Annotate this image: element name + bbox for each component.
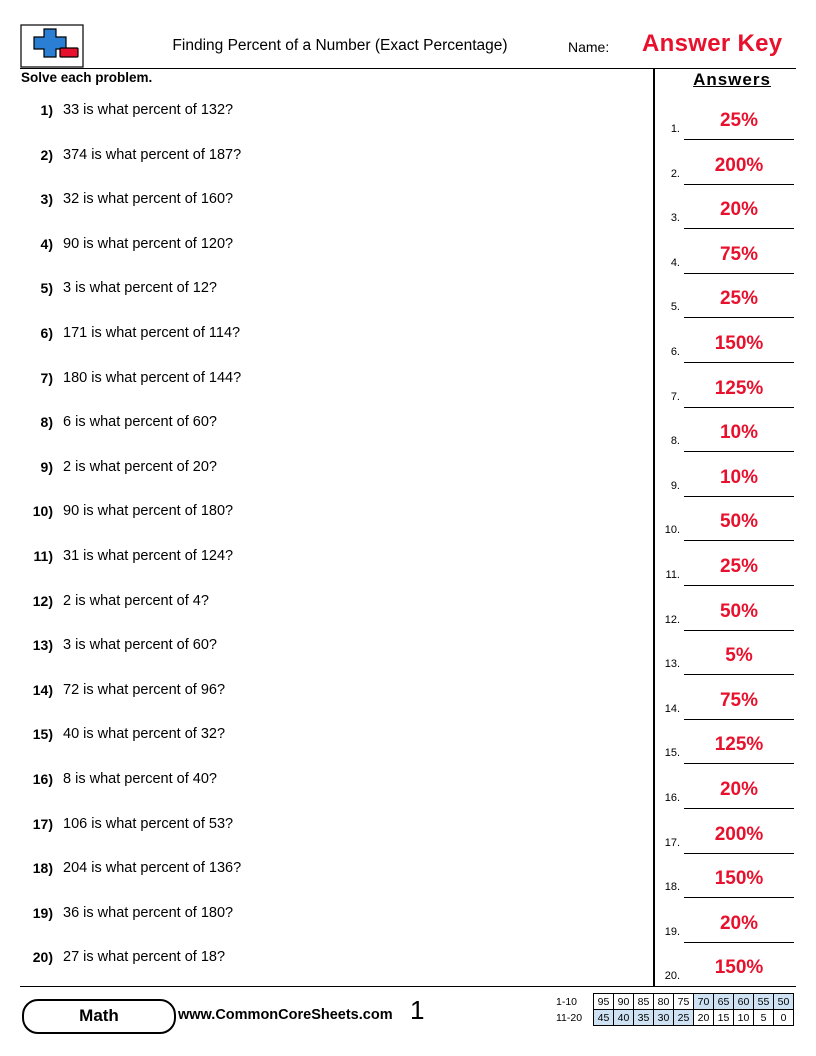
answers-heading: Answers bbox=[693, 70, 771, 89]
answers-list bbox=[658, 103, 808, 995]
answer-value: 25% bbox=[719, 288, 759, 310]
answer-value: 200% bbox=[714, 154, 764, 176]
score-cell: 55 bbox=[754, 994, 774, 1010]
answer-row bbox=[658, 415, 808, 460]
answer-value: 20% bbox=[719, 778, 759, 800]
answer-row bbox=[658, 326, 808, 371]
score-cell: 10 bbox=[734, 1010, 754, 1026]
website-link[interactable]: www.CommonCoreSheets.com bbox=[178, 1007, 393, 1023]
problem-list bbox=[21, 96, 641, 988]
table-row bbox=[556, 1010, 794, 1026]
list-item bbox=[21, 631, 641, 676]
table-row bbox=[556, 994, 794, 1010]
answer-number: 5. bbox=[670, 301, 680, 314]
answer-blank-line bbox=[684, 808, 794, 809]
problem-text: 3 is what percent of 60? bbox=[63, 637, 217, 654]
answer-row bbox=[658, 594, 808, 639]
list-item bbox=[21, 453, 641, 498]
answer-number: 15. bbox=[664, 747, 680, 760]
answer-row bbox=[658, 861, 808, 906]
list-item bbox=[21, 676, 641, 721]
answer-blank-line bbox=[684, 273, 794, 274]
answer-row bbox=[658, 683, 808, 728]
answer-number: 20. bbox=[664, 970, 680, 983]
answer-number: 17. bbox=[664, 836, 680, 849]
problem-number: 12) bbox=[32, 592, 53, 609]
problem-number: 9) bbox=[40, 458, 53, 475]
answer-value: 150% bbox=[714, 868, 764, 890]
list-item bbox=[21, 185, 641, 230]
answer-value: 150% bbox=[714, 332, 764, 354]
problem-text: 90 is what percent of 180? bbox=[63, 503, 234, 520]
answer-number: 18. bbox=[664, 881, 680, 894]
answer-blank-line bbox=[684, 139, 794, 140]
answer-value: 20% bbox=[719, 199, 759, 221]
problem-text: 72 is what percent of 96? bbox=[63, 681, 226, 698]
header-divider bbox=[20, 68, 796, 69]
answer-number: 2. bbox=[670, 167, 680, 180]
answer-value: 20% bbox=[719, 912, 759, 934]
problem-number: 17) bbox=[32, 815, 53, 832]
answer-row bbox=[658, 772, 808, 817]
answer-number: 8. bbox=[670, 435, 680, 448]
answer-value: 25% bbox=[719, 555, 759, 577]
problem-text: 32 is what percent of 160? bbox=[63, 191, 234, 208]
answer-row bbox=[658, 192, 808, 237]
problem-number: 18) bbox=[32, 860, 53, 877]
score-cell: 85 bbox=[634, 994, 654, 1010]
score-cell: 45 bbox=[594, 1010, 614, 1026]
answer-blank-line bbox=[684, 362, 794, 363]
list-item bbox=[21, 141, 641, 186]
list-item bbox=[21, 854, 641, 899]
list-item bbox=[21, 319, 641, 364]
answer-row bbox=[658, 549, 808, 594]
answer-blank-line bbox=[684, 763, 794, 764]
answer-row bbox=[658, 504, 808, 549]
problem-number: 10) bbox=[32, 503, 53, 520]
answer-number: 9. bbox=[670, 479, 680, 492]
answer-blank-line bbox=[684, 674, 794, 675]
score-cell: 25 bbox=[674, 1010, 694, 1026]
subject-label: Math bbox=[79, 1006, 119, 1025]
problem-number: 7) bbox=[40, 369, 53, 386]
score-row-label: 1-10 bbox=[556, 995, 578, 1008]
problem-text: 204 is what percent of 136? bbox=[63, 860, 242, 877]
problem-number: 16) bbox=[32, 770, 53, 787]
score-cell: 60 bbox=[734, 994, 754, 1010]
answer-value: 10% bbox=[719, 422, 759, 444]
answer-blank-line bbox=[684, 585, 794, 586]
answer-blank-line bbox=[684, 897, 794, 898]
answer-number: 16. bbox=[664, 791, 680, 804]
answer-value: 50% bbox=[719, 511, 759, 533]
problem-text: 3 is what percent of 12? bbox=[63, 280, 217, 297]
list-item bbox=[21, 408, 641, 453]
score-table bbox=[556, 993, 794, 1026]
subject-badge bbox=[22, 999, 176, 1034]
problem-number: 5) bbox=[40, 280, 53, 297]
answer-row bbox=[658, 950, 808, 995]
score-cell: 70 bbox=[694, 994, 714, 1010]
list-item bbox=[21, 230, 641, 275]
answer-row bbox=[658, 148, 808, 193]
problem-text: 90 is what percent of 120? bbox=[63, 235, 234, 252]
score-row-label: 11-20 bbox=[556, 1011, 583, 1024]
answer-number: 11. bbox=[665, 568, 680, 581]
answer-number: 7. bbox=[670, 390, 680, 403]
score-cell: 90 bbox=[614, 994, 634, 1010]
problem-text: 171 is what percent of 114? bbox=[63, 324, 241, 341]
problem-number: 15) bbox=[32, 726, 53, 743]
page-title: Finding Percent of a Number (Exact Percentage) bbox=[172, 37, 508, 54]
list-item bbox=[21, 765, 641, 810]
score-cell: 0 bbox=[774, 1010, 794, 1026]
score-cell: 35 bbox=[634, 1010, 654, 1026]
answer-row bbox=[658, 460, 808, 505]
problem-number: 1) bbox=[40, 102, 53, 118]
answer-row bbox=[658, 281, 808, 326]
list-item bbox=[21, 542, 641, 587]
answer-number: 6. bbox=[670, 345, 680, 358]
answer-key-stamp: Answer Key bbox=[642, 30, 783, 57]
answer-row bbox=[658, 727, 808, 772]
answer-value: 10% bbox=[719, 466, 759, 488]
answer-blank-line bbox=[684, 407, 794, 408]
answer-blank-line bbox=[684, 719, 794, 720]
problem-number: 8) bbox=[40, 414, 53, 431]
answer-value: 125% bbox=[714, 734, 764, 756]
answer-blank-line bbox=[684, 317, 794, 318]
problem-text: 180 is what percent of 144? bbox=[63, 369, 242, 386]
answer-row bbox=[658, 371, 808, 416]
score-cell: 5 bbox=[754, 1010, 774, 1026]
problem-number: 13) bbox=[32, 637, 53, 654]
answer-number: 4. bbox=[670, 256, 680, 269]
answer-number: 3. bbox=[670, 212, 680, 225]
answer-value: 150% bbox=[714, 957, 764, 979]
answer-value: 50% bbox=[719, 600, 759, 622]
answer-row bbox=[658, 103, 808, 148]
page-number: 1 bbox=[410, 995, 425, 1025]
answer-blank-line bbox=[684, 184, 794, 185]
answer-value: 200% bbox=[714, 823, 764, 845]
list-item bbox=[21, 364, 641, 409]
score-cell: 30 bbox=[654, 1010, 674, 1026]
problem-text: 2 is what percent of 4? bbox=[63, 592, 209, 609]
answer-number: 14. bbox=[664, 702, 680, 715]
answer-value: 75% bbox=[719, 243, 759, 265]
answer-blank-line bbox=[684, 540, 794, 541]
answer-value: 125% bbox=[714, 377, 764, 399]
list-item bbox=[21, 587, 641, 632]
answer-value: 5% bbox=[725, 645, 753, 667]
problem-text: 2 is what percent of 20? bbox=[63, 458, 217, 475]
problem-number: 19) bbox=[32, 904, 53, 921]
column-divider bbox=[653, 68, 655, 986]
list-item bbox=[21, 943, 641, 988]
score-cell: 20 bbox=[694, 1010, 714, 1026]
answer-number: 19. bbox=[664, 925, 680, 938]
score-cell: 50 bbox=[774, 994, 794, 1010]
answer-blank-line bbox=[684, 451, 794, 452]
answer-number: 1. bbox=[670, 123, 680, 135]
score-cell: 65 bbox=[714, 994, 734, 1010]
problem-text: 106 is what percent of 53? bbox=[63, 815, 234, 832]
answer-number: 12. bbox=[664, 613, 680, 626]
instructions-text: Solve each problem. bbox=[21, 70, 153, 85]
answer-blank-line bbox=[684, 496, 794, 497]
score-cell: 75 bbox=[674, 994, 694, 1010]
problem-text: 40 is what percent of 32? bbox=[63, 726, 226, 743]
problem-text: 374 is what percent of 187? bbox=[63, 146, 242, 163]
answer-value: 75% bbox=[719, 689, 759, 711]
answer-number: 13. bbox=[664, 658, 680, 671]
answer-blank-line bbox=[684, 942, 794, 943]
commoncoresheets-logo-icon bbox=[20, 24, 84, 68]
problem-text: 27 is what percent of 18? bbox=[63, 949, 226, 966]
list-item bbox=[21, 810, 641, 855]
problem-text: 31 is what percent of 124? bbox=[63, 547, 234, 564]
list-item bbox=[21, 497, 641, 542]
footer-divider bbox=[20, 986, 796, 987]
problem-text: 36 is what percent of 180? bbox=[63, 904, 234, 921]
answer-value: 25% bbox=[719, 110, 759, 131]
list-item bbox=[21, 274, 641, 319]
problem-number: 4) bbox=[40, 235, 53, 252]
answer-row bbox=[658, 817, 808, 862]
problem-number: 2) bbox=[40, 146, 53, 163]
problem-number: 20) bbox=[32, 949, 53, 966]
answer-blank-line bbox=[684, 853, 794, 854]
problem-text: 33 is what percent of 132? bbox=[63, 102, 234, 118]
score-cell: 15 bbox=[714, 1010, 734, 1026]
score-cell: 40 bbox=[614, 1010, 634, 1026]
problem-number: 14) bbox=[32, 681, 53, 698]
problem-number: 11) bbox=[33, 547, 53, 564]
worksheet-header bbox=[20, 24, 796, 68]
score-cell: 80 bbox=[654, 994, 674, 1010]
problem-number: 6) bbox=[40, 324, 53, 341]
problem-text: 6 is what percent of 60? bbox=[63, 414, 217, 431]
problem-text: 8 is what percent of 40? bbox=[63, 770, 217, 787]
list-item bbox=[21, 899, 641, 944]
list-item bbox=[21, 720, 641, 765]
list-item bbox=[21, 96, 641, 141]
answer-number: 10. bbox=[664, 524, 680, 537]
name-label: Name: bbox=[568, 39, 610, 55]
answer-row bbox=[658, 638, 808, 683]
score-cell: 95 bbox=[594, 994, 614, 1010]
answer-blank-line bbox=[684, 228, 794, 229]
problem-number: 3) bbox=[40, 191, 53, 208]
answer-blank-line bbox=[684, 630, 794, 631]
answer-row bbox=[658, 237, 808, 282]
answer-row bbox=[658, 906, 808, 951]
